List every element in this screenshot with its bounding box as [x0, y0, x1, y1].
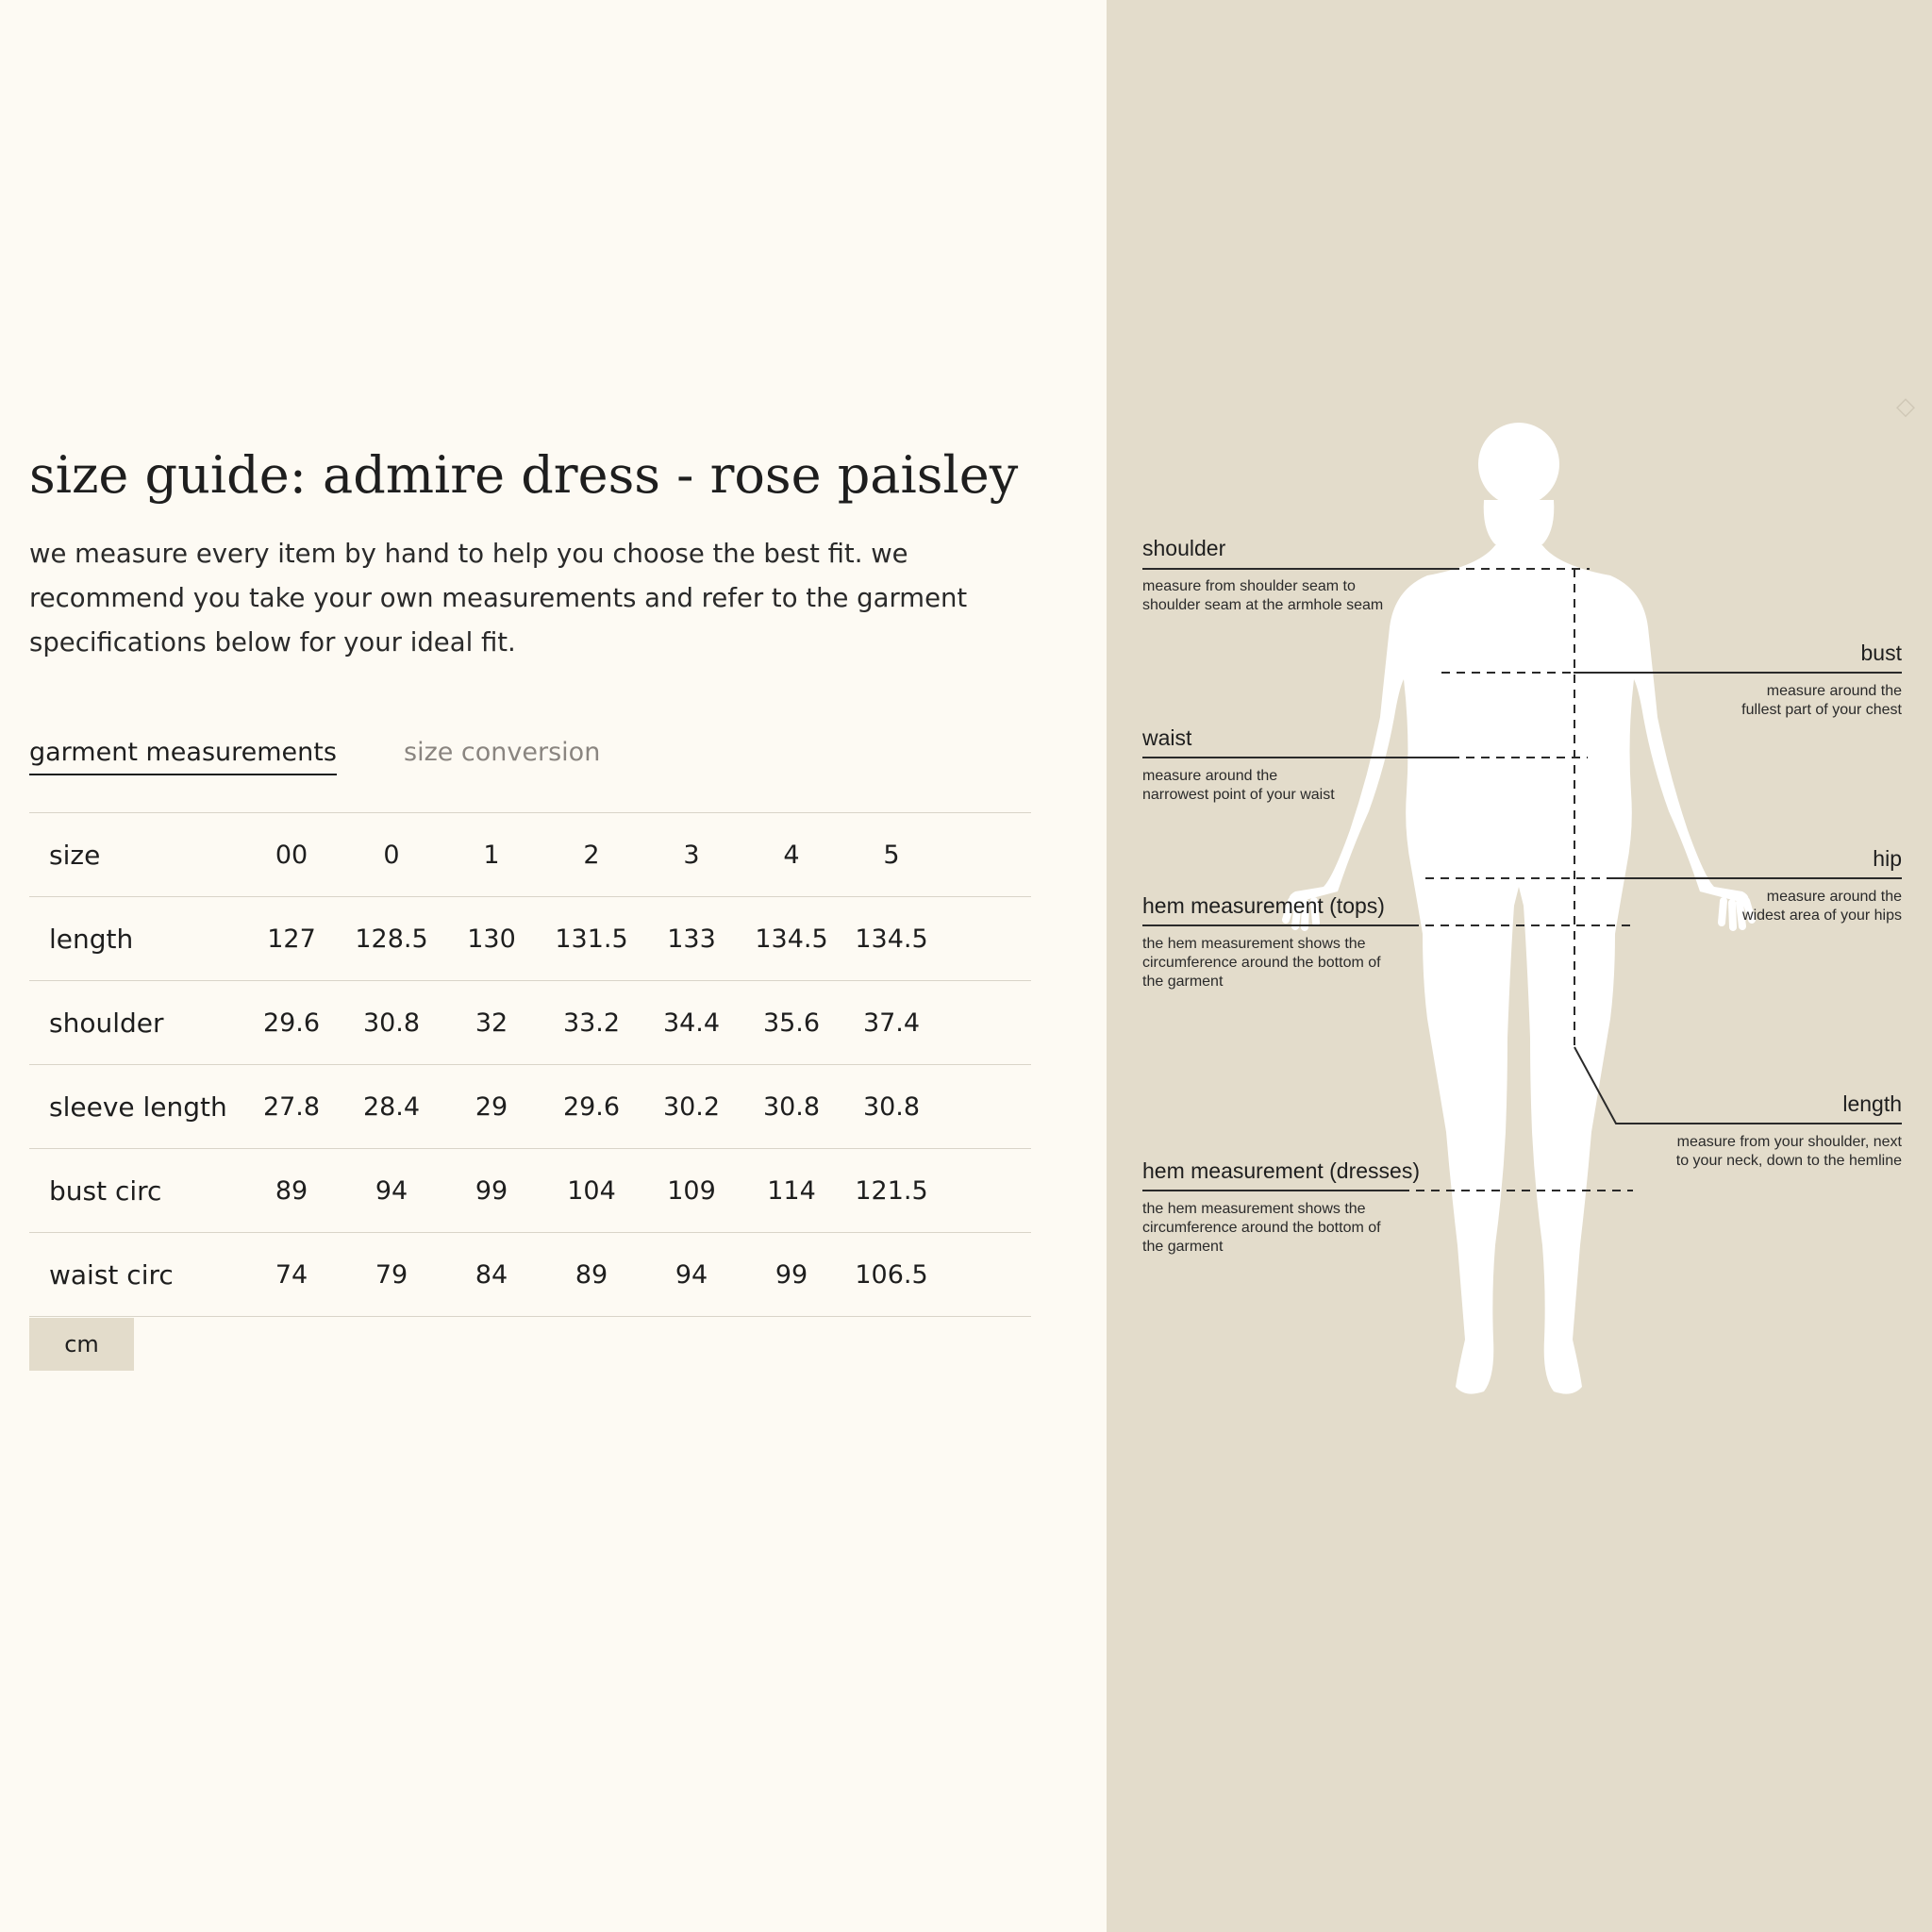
hem-dresses-desc: the hem measurement shows the — [1142, 1201, 1366, 1217]
waist-desc: measure around the — [1142, 768, 1278, 784]
hem-dresses-desc: the garment — [1142, 1239, 1224, 1255]
length-desc: measure from your shoulder, next — [1676, 1134, 1902, 1150]
spacer-cell — [941, 813, 1031, 897]
table-cell: 131.5 — [555, 924, 628, 954]
tab-garment-measurements[interactable]: garment measurements — [29, 732, 337, 775]
table-cell: 130 — [467, 924, 516, 954]
table-header-row — [29, 813, 1031, 897]
table-cell: 94 — [675, 1259, 708, 1290]
table-cell: 99 — [475, 1175, 508, 1206]
hem-dresses-label: hem measurement (dresses) — [1142, 1158, 1420, 1183]
spacer-cell — [941, 1233, 1031, 1317]
table-cell: 134.5 — [755, 924, 828, 954]
intro-text: we measure every item by hand to help you choose the best fit. we recommend you take your own measurements and refer to the garment specifications below for your ideal fit. — [29, 539, 968, 658]
tab-size-conversion[interactable]: size conversion — [404, 732, 600, 774]
bust-desc: fullest part of your chest — [1741, 702, 1902, 718]
table-cell: 127 — [267, 924, 316, 954]
table-row-waist-circ — [29, 1233, 1031, 1317]
table-cell: 29.6 — [262, 1008, 321, 1038]
size-header-cell: 4 — [783, 840, 800, 870]
spacer-cell — [941, 1065, 1031, 1149]
length-desc: to your neck, down to the hemline — [1675, 1153, 1902, 1169]
size-header-cell: 00 — [275, 840, 308, 870]
size-header-cell: 2 — [583, 840, 600, 870]
shoulder-desc: shoulder seam at the armhole seam — [1142, 597, 1384, 613]
table-cell: 109 — [667, 1175, 716, 1206]
hem-tops-label: hem measurement (tops) — [1142, 893, 1385, 918]
hem-tops-desc: the hem measurement shows the — [1142, 936, 1366, 952]
table-cell: 84 — [475, 1259, 508, 1290]
row-label: bust circ — [49, 1174, 162, 1207]
size-header-cell: 5 — [883, 840, 900, 870]
table-cell: 79 — [375, 1259, 408, 1290]
table-cell: 35.6 — [762, 1008, 821, 1038]
measurements-table — [29, 812, 1031, 1317]
table-cell: 121.5 — [855, 1175, 928, 1206]
table-cell: 133 — [667, 924, 716, 954]
table-cell: 30.8 — [762, 1091, 821, 1122]
table-cell: 104 — [567, 1175, 616, 1206]
size-header-cell: 3 — [683, 840, 700, 870]
table-cell: 114 — [767, 1175, 816, 1206]
row-label: shoulder — [49, 1007, 164, 1039]
table-cell: 28.4 — [362, 1091, 421, 1122]
table-cell: 99 — [774, 1259, 808, 1290]
unit-toggle-button[interactable]: cm — [29, 1318, 134, 1371]
shoulder-label: shoulder — [1142, 536, 1226, 560]
row-label: length — [49, 923, 134, 955]
table-cell: 32 — [475, 1008, 508, 1038]
table-cell: 37.4 — [862, 1008, 921, 1038]
table-cell: 106.5 — [855, 1259, 928, 1290]
spacer-cell — [941, 897, 1031, 981]
hem-tops-desc: the garment — [1142, 974, 1224, 990]
hip-label: hip — [1873, 846, 1902, 871]
scroll-up-icon[interactable]: ◇ — [1896, 392, 1915, 421]
page-title: size guide: admire dress - rose paisley — [29, 445, 1019, 505]
measurement-diagram-panel — [1107, 0, 1932, 1932]
table-cell: 89 — [575, 1259, 608, 1290]
table-cell: 33.2 — [562, 1008, 621, 1038]
hip-desc: measure around the — [1766, 889, 1902, 905]
table-cell: 128.5 — [355, 924, 428, 954]
size-header-cell: 0 — [383, 840, 400, 870]
spacer-cell — [941, 981, 1031, 1065]
table-cell: 30.2 — [662, 1091, 721, 1122]
table-cell: 27.8 — [262, 1091, 321, 1122]
table-cell: 89 — [275, 1175, 308, 1206]
shoulder-desc: measure from shoulder seam to — [1142, 578, 1356, 594]
size-header: size — [49, 839, 101, 871]
table-cell: 34.4 — [662, 1008, 721, 1038]
length-label: length — [1842, 1091, 1902, 1116]
table-cell: 74 — [275, 1259, 308, 1290]
size-header-cell: 1 — [483, 840, 500, 870]
table-cell: 134.5 — [855, 924, 928, 954]
bust-label: bust — [1860, 641, 1902, 665]
table-cell: 94 — [375, 1175, 408, 1206]
hip-desc: widest area of your hips — [1742, 908, 1902, 924]
bust-desc: measure around the — [1766, 683, 1902, 699]
table-row-bust-circ — [29, 1149, 1031, 1233]
table-cell: 30.8 — [362, 1008, 421, 1038]
row-label: waist circ — [49, 1258, 174, 1291]
hem-tops-desc: circumference around the bottom of — [1142, 955, 1381, 971]
row-label: sleeve length — [49, 1091, 227, 1123]
hem-dresses-desc: circumference around the bottom of — [1142, 1220, 1381, 1236]
table-row-shoulder — [29, 981, 1031, 1065]
table-cell: 29.6 — [562, 1091, 621, 1122]
waist-label: waist — [1142, 725, 1192, 750]
waist-desc: narrowest point of your waist — [1142, 787, 1335, 803]
table-row-sleeve-length — [29, 1065, 1031, 1149]
table-row-length — [29, 897, 1031, 981]
spacer-cell — [941, 1149, 1031, 1233]
table-cell: 30.8 — [862, 1091, 921, 1122]
table-cell: 29 — [475, 1091, 508, 1122]
